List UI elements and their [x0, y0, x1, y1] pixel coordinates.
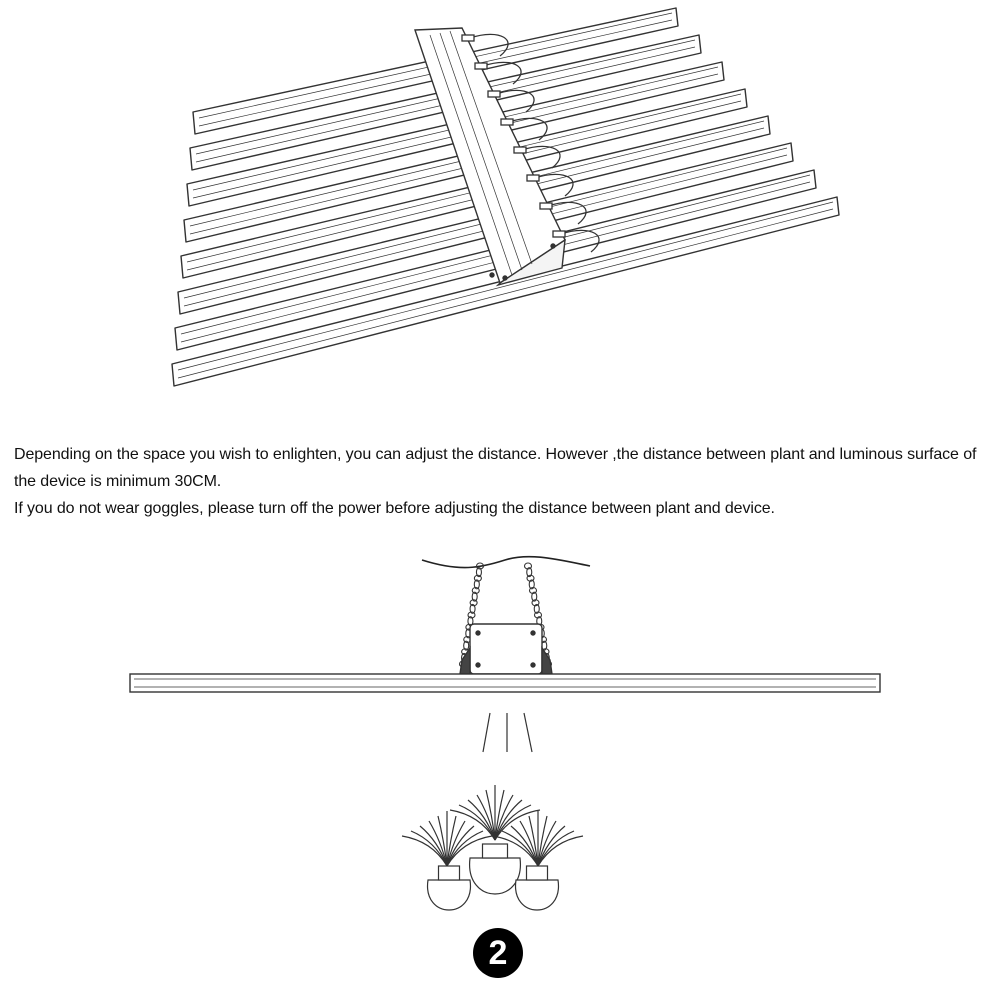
distance-instruction: Depending on the space you wish to enlighten, you can adjust the distance. However ,the distance between plant and luminous surface of the device is minimum 30CM. [14, 446, 977, 490]
driver-unit [460, 624, 552, 674]
led-fixture-illustration [0, 0, 1000, 400]
goggles-warning: If you do not wear goggles, please turn off the power before adjusting the distance between plant and device. [14, 500, 775, 517]
step-number-badge: 2 [473, 928, 523, 978]
plant-pot [428, 866, 471, 910]
potted-plants [402, 785, 583, 910]
instructions-text [14, 441, 989, 522]
light-rays [483, 713, 532, 752]
ceiling-line [422, 557, 590, 568]
light-bar-side [130, 674, 880, 692]
plant-pot [516, 866, 559, 910]
plant-pot [470, 844, 521, 894]
